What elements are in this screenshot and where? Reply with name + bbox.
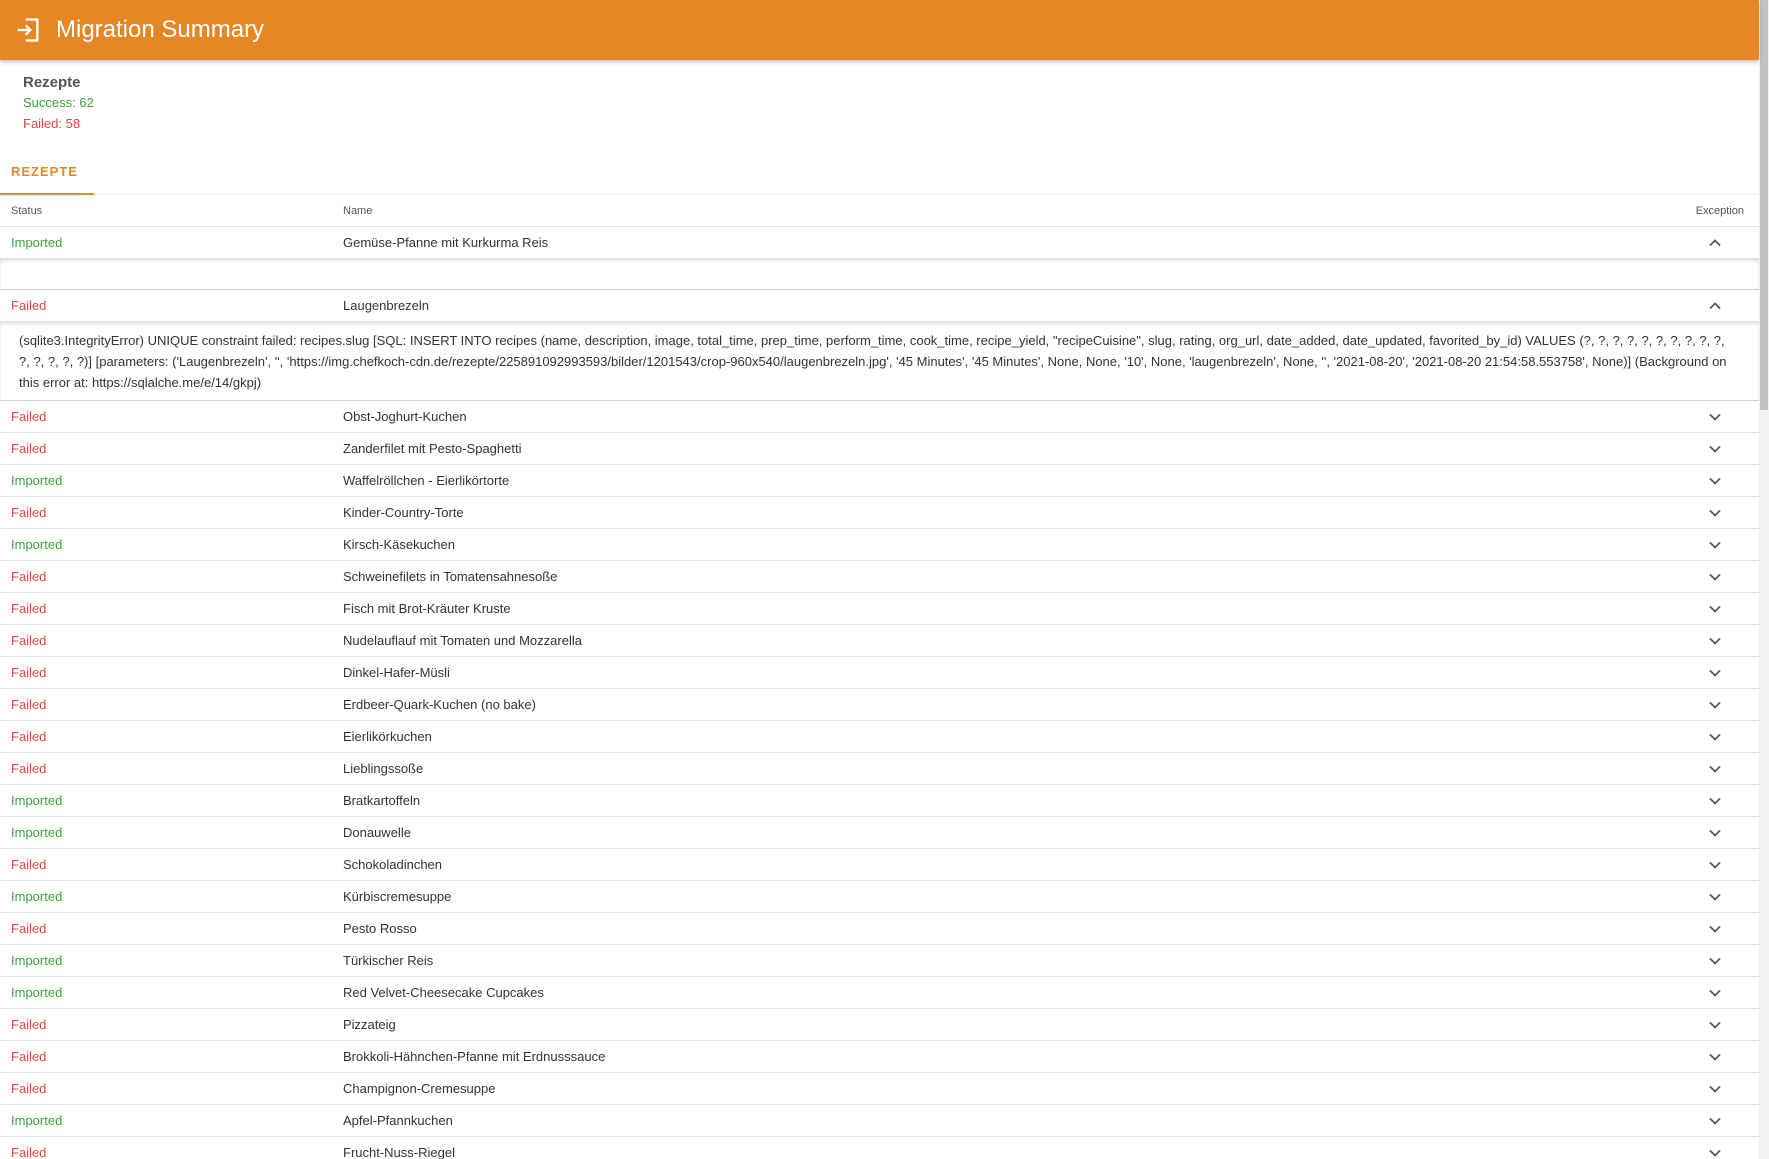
row-status: Imported — [11, 473, 63, 488]
table-row[interactable] — [0, 593, 1759, 625]
table-row[interactable] — [0, 1073, 1759, 1105]
row-status: Failed — [11, 505, 47, 520]
success-count: Success: 62 — [23, 95, 94, 110]
row-name: Zanderfilet mit Pesto-Spaghetti — [343, 441, 522, 456]
row-status: Failed — [11, 857, 47, 872]
scrollbar[interactable] — [1759, 0, 1769, 1159]
chevron-down-icon[interactable] — [1707, 569, 1723, 585]
chevron-down-icon[interactable] — [1707, 729, 1723, 745]
chevron-down-icon[interactable] — [1707, 665, 1723, 681]
table-row[interactable] — [0, 977, 1759, 1009]
app-bar — [0, 0, 1759, 60]
row-name: Apfel-Pfannkuchen — [343, 1113, 453, 1128]
row-status: Failed — [11, 729, 47, 744]
row-status: Imported — [11, 537, 63, 552]
row-name: Lieblingssoße — [343, 761, 424, 776]
table-row[interactable] — [0, 497, 1759, 529]
summary-heading: Rezepte — [23, 74, 81, 91]
chevron-down-icon[interactable] — [1707, 793, 1723, 809]
chevron-down-icon[interactable] — [1707, 1049, 1723, 1065]
row-status: Imported — [11, 793, 63, 808]
chevron-down-icon[interactable] — [1707, 1113, 1723, 1129]
table-row[interactable] — [0, 1137, 1759, 1159]
chevron-down-icon[interactable] — [1707, 761, 1723, 777]
row-status: Failed — [11, 761, 47, 776]
exception-text: (sqlite3.IntegrityError) UNIQUE constraint failed: recipes.slug [SQL: INSERT INTO recipes (name, description, image, total_time, prep_time, perform_time, cook_time, recipe_yield, "recipeCuisine", slug, rating, org_url, date_added, date_updated, favorited_by_id) VALUES (?, ?, ?, ?, ?, ?, ?, ?, ?, ?, ?, ?, ?, ?, ?)] [parameters: ('Laugenbrezeln', '', 'https://img.chefkoch-cdn.de/rezepte/225891092993593/bilder/1201543/crop-960x540/laugenbrezeln.jpg', '45 Minutes', '45 Minutes', None, None, '10', None, 'laugenbrezeln', None, '', '2021-08-20', '2021-08-20 21:54:58.553758', None)] (Background on this error at: https://sqlalche.me/e/14/gkpj) — [0, 322, 1759, 401]
row-name: Fisch mit Brot-Kräuter Kruste — [343, 601, 511, 616]
row-name: Laugenbrezeln — [343, 298, 430, 313]
scrollbar-thumb[interactable] — [1760, 0, 1768, 410]
chevron-down-icon[interactable] — [1707, 953, 1723, 969]
chevron-down-icon[interactable] — [1707, 441, 1723, 457]
table-row[interactable] — [0, 561, 1759, 593]
column-status[interactable]: Status — [11, 204, 43, 217]
table-row[interactable] — [0, 1041, 1759, 1073]
main-content — [0, 60, 1759, 1159]
row-status: Imported — [11, 953, 63, 968]
chevron-down-icon[interactable] — [1707, 1145, 1723, 1159]
table-row[interactable] — [0, 529, 1759, 561]
summary-card — [0, 60, 1759, 150]
row-name: Kinder-Country-Torte — [343, 505, 464, 520]
column-name[interactable]: Name — [343, 204, 373, 217]
chevron-down-icon[interactable] — [1707, 985, 1723, 1001]
table-row[interactable] — [0, 290, 1759, 322]
row-name: Champignon-Cremesuppe — [343, 1081, 496, 1096]
row-status: Failed — [11, 1081, 47, 1096]
import-icon — [14, 16, 42, 44]
row-name: Pesto Rosso — [343, 921, 417, 936]
row-name: Gemüse-Pfanne mit Kurkurma Reis — [343, 235, 549, 250]
row-name: Waffelröllchen - Eierlikörtorte — [343, 473, 510, 488]
chevron-down-icon[interactable] — [1707, 1081, 1723, 1097]
row-name: Frucht-Nuss-Riegel — [343, 1145, 455, 1159]
row-status: Imported — [11, 235, 63, 250]
page-title: Migration Summary — [56, 16, 265, 43]
row-status: Failed — [11, 665, 47, 680]
table-row[interactable] — [0, 913, 1759, 945]
row-name: Eierlikörkuchen — [343, 729, 432, 744]
row-name: Türkischer Reis — [343, 953, 434, 968]
row-status: Failed — [11, 1017, 47, 1032]
row-status: Imported — [11, 825, 63, 840]
chevron-down-icon[interactable] — [1707, 601, 1723, 617]
row-name: Kirsch-Käsekuchen — [343, 537, 455, 552]
row-name: Red Velvet-Cheesecake Cupcakes — [343, 985, 544, 1000]
row-name: Bratkartoffeln — [343, 793, 421, 808]
row-name: Donauwelle — [343, 825, 411, 840]
chevron-down-icon[interactable] — [1707, 537, 1723, 553]
chevron-down-icon[interactable] — [1707, 1017, 1723, 1033]
chevron-down-icon[interactable] — [1707, 505, 1723, 521]
row-name: Schokoladinchen — [343, 857, 443, 872]
table-row[interactable] — [0, 721, 1759, 753]
row-name: Schweinefilets in Tomatensahnesoße — [343, 569, 558, 584]
chevron-up-icon[interactable] — [1707, 298, 1723, 314]
row-name: Dinkel-Hafer-Müsli — [343, 665, 450, 680]
row-status: Failed — [11, 697, 47, 712]
table-row[interactable] — [0, 849, 1759, 881]
table-row[interactable] — [0, 657, 1759, 689]
row-name: Erdbeer-Quark-Kuchen (no bake) — [343, 697, 536, 712]
tab-bar — [0, 150, 1759, 195]
table-row[interactable] — [0, 625, 1759, 657]
table-row[interactable] — [0, 817, 1759, 849]
row-status: Failed — [11, 921, 47, 936]
row-name: Brokkoli-Hähnchen-Pfanne mit Erdnusssauce — [343, 1049, 606, 1064]
row-name: Nudelauflauf mit Tomaten und Mozzarella — [343, 633, 582, 648]
table-row[interactable] — [0, 401, 1759, 433]
table-row[interactable] — [0, 465, 1759, 497]
row-status: Imported — [11, 889, 63, 904]
chevron-up-icon[interactable] — [1707, 235, 1723, 251]
failed-count: Failed: 58 — [23, 116, 81, 131]
row-status: Imported — [11, 985, 63, 1000]
row-name: Obst-Joghurt-Kuchen — [343, 409, 467, 424]
table-row[interactable] — [0, 1105, 1759, 1137]
row-status: Failed — [11, 298, 47, 313]
chevron-down-icon[interactable] — [1707, 857, 1723, 873]
chevron-down-icon[interactable] — [1707, 633, 1723, 649]
tab-rezepte[interactable]: REZEPTE — [0, 150, 94, 195]
table-row[interactable] — [0, 785, 1759, 817]
row-status: Failed — [11, 569, 47, 584]
table-body — [0, 227, 1759, 1159]
table-row[interactable] — [0, 689, 1759, 721]
row-status: Failed — [11, 441, 47, 456]
row-status: Failed — [11, 409, 47, 424]
row-status: Failed — [11, 1145, 47, 1159]
chevron-down-icon[interactable] — [1707, 473, 1723, 489]
chevron-down-icon[interactable] — [1707, 409, 1723, 425]
table-header — [0, 195, 1759, 227]
row-status: Failed — [11, 601, 47, 616]
row-name: Kürbiscremesuppe — [343, 889, 452, 904]
row-status: Failed — [11, 633, 47, 648]
exception-panel — [0, 259, 1759, 290]
table-row[interactable] — [0, 945, 1759, 977]
row-name: Pizzateig — [343, 1017, 396, 1032]
chevron-down-icon[interactable] — [1707, 889, 1723, 905]
table-row[interactable] — [0, 753, 1759, 785]
table-row[interactable] — [0, 881, 1759, 913]
chevron-down-icon[interactable] — [1707, 697, 1723, 713]
table-row[interactable] — [0, 433, 1759, 465]
row-status: Failed — [11, 1049, 47, 1064]
chevron-down-icon[interactable] — [1707, 825, 1723, 841]
column-exception: Exception — [1695, 204, 1744, 217]
table-row[interactable] — [0, 1009, 1759, 1041]
chevron-down-icon[interactable] — [1707, 921, 1723, 937]
table-row[interactable] — [0, 227, 1759, 259]
row-status: Imported — [11, 1113, 63, 1128]
